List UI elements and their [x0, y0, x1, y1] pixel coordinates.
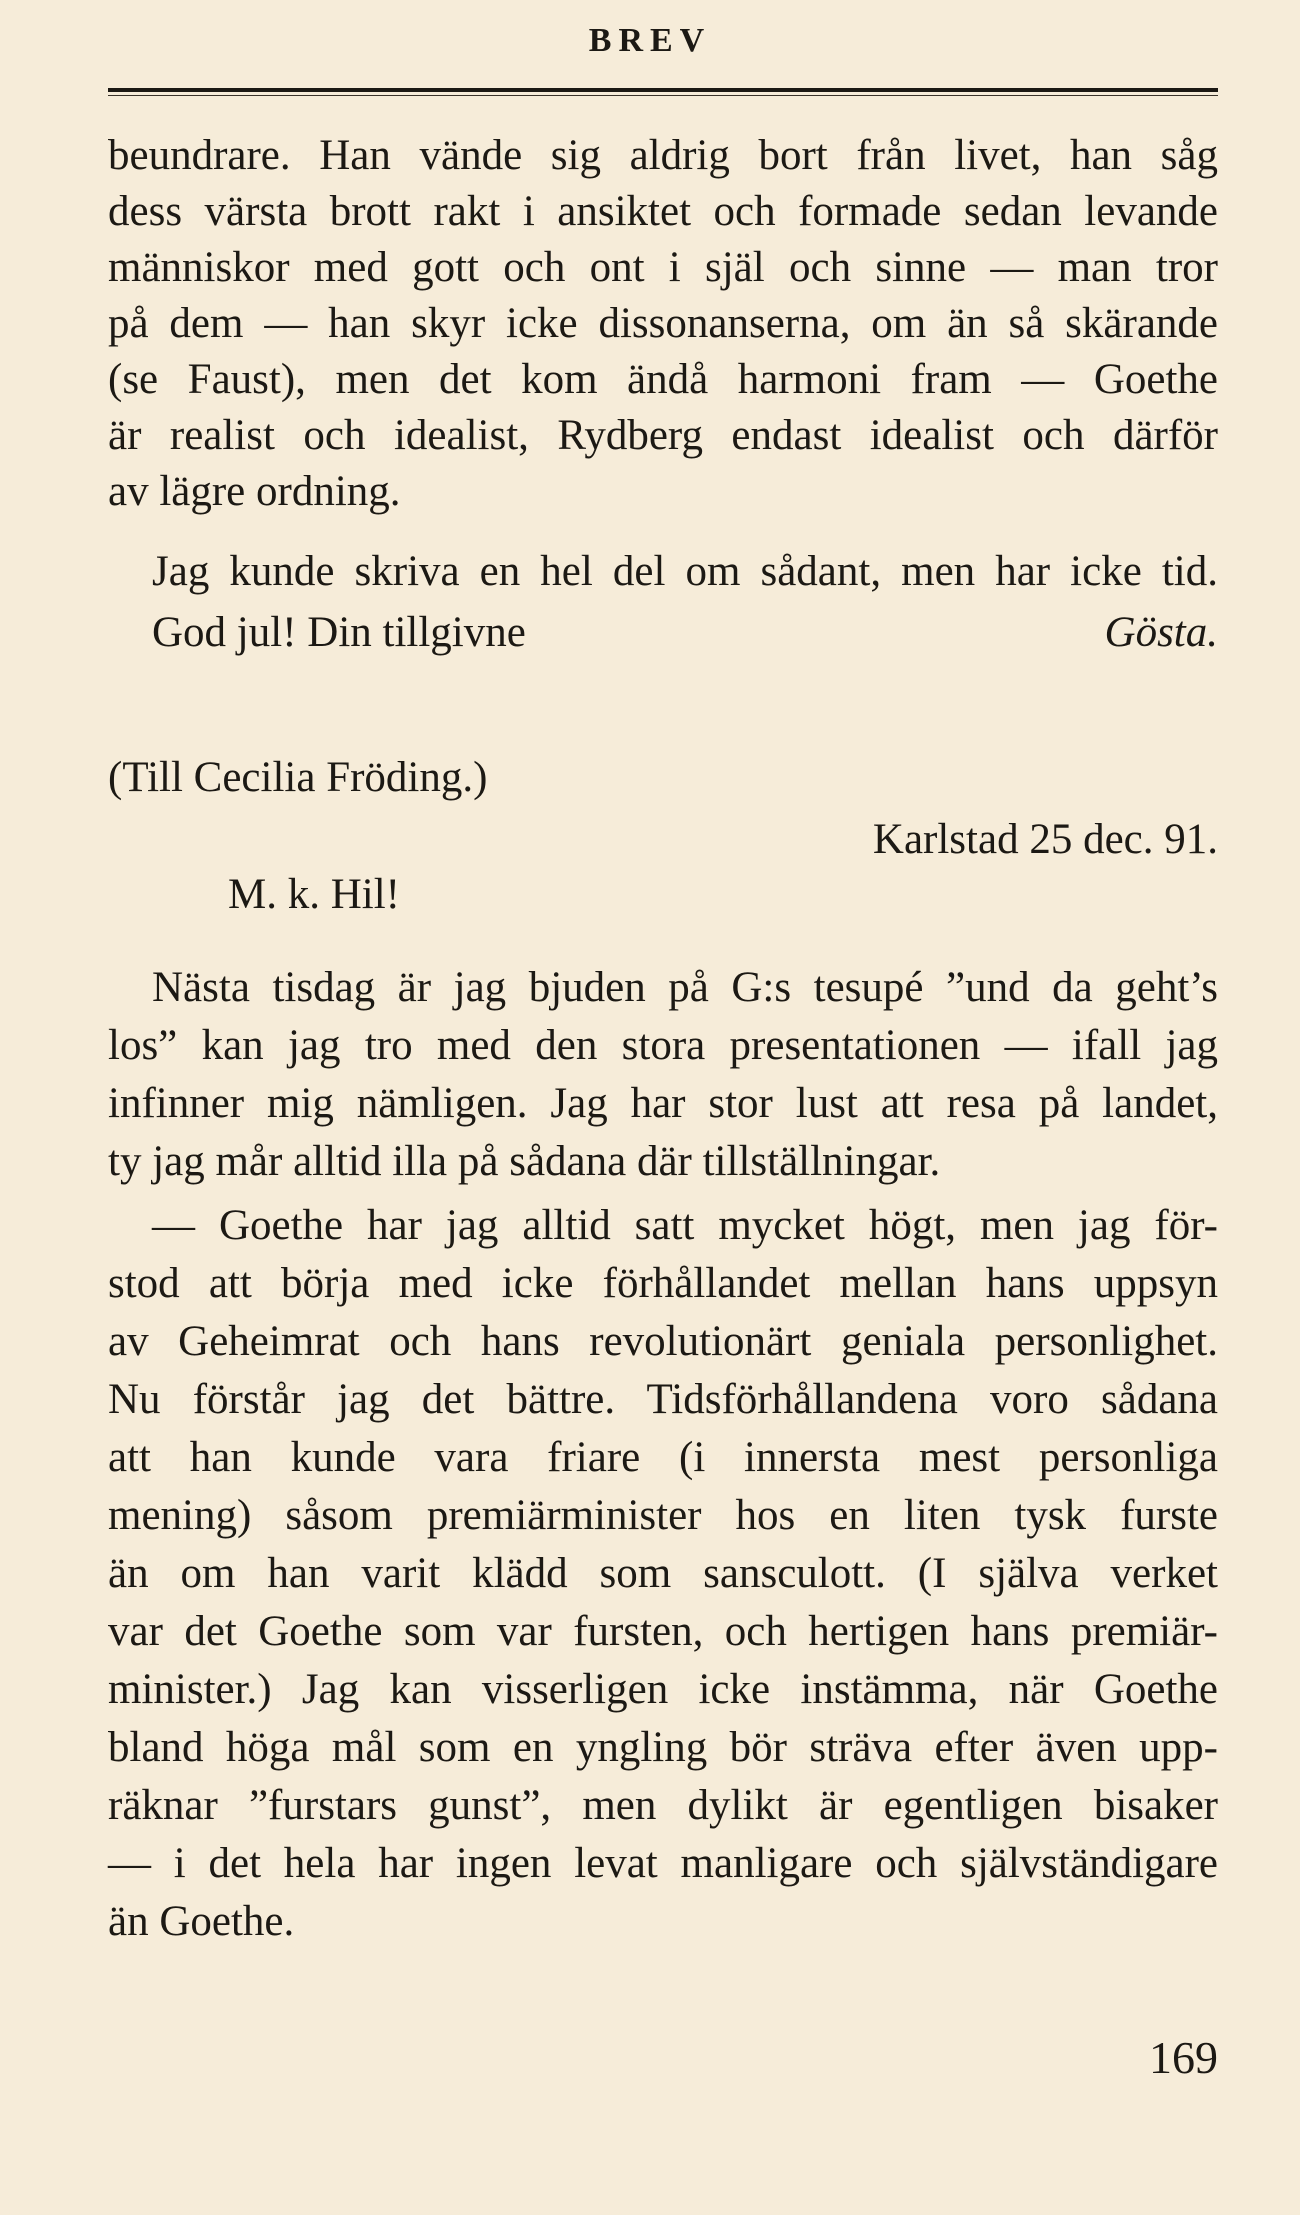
- header-rule-thin: [108, 95, 1218, 96]
- letter2-line: stod att börja med icke förhållandet mellan hans uppsyn: [108, 1260, 1218, 1307]
- letter2-line: los” kan jag tro med den stora presentationen — ifall jag: [108, 1022, 1218, 1069]
- letter1-line: dess värsta brott rakt i ansiktet och formade sedan levande: [108, 188, 1218, 235]
- letter1-line: på dem — han skyr icke dissonanserna, om än så skärande: [108, 300, 1218, 347]
- letter2-line: ty jag mår alltid illa på sådana där tillställningar.: [108, 1138, 941, 1185]
- letter2-dateline: Karlstad 25 dec. 91.: [872, 816, 1218, 863]
- letter2-salutation: M. k. Hil!: [228, 871, 400, 918]
- letter1-line: är realist och idealist, Rydberg endast idealist och därför: [108, 412, 1218, 459]
- letter2-line: än om han varit klädd som sansculott. (I själva verket: [108, 1550, 1218, 1597]
- letter2-line: minister.) Jag kan visserligen icke instämma, när Goethe: [108, 1666, 1218, 1713]
- letter1-closing: [152, 605, 1218, 661]
- letter2-line: var det Goethe som var fursten, och hertigen hans premiär-: [108, 1608, 1218, 1655]
- letter2-line: att han kunde vara friare (i innersta mest personliga: [108, 1434, 1218, 1481]
- letter1-line: beundrare. Han vände sig aldrig bort från livet, han såg: [108, 132, 1218, 179]
- letter1-line: av lägre ordning.: [108, 468, 401, 515]
- signature: Gösta.: [1104, 609, 1218, 656]
- letter1-line: Jag kunde skriva en hel del om sådant, men har icke tid.: [152, 548, 1218, 595]
- letter2-line: Nästa tisdag är jag bjuden på G:s tesupé ”und da geht’s: [152, 964, 1218, 1011]
- letter2-line: — i det hela har ingen levat manligare och självständigare: [108, 1840, 1218, 1887]
- letter1-line: (se Faust), men det kom ändå harmoni fram — Goethe: [108, 356, 1218, 403]
- letter2-line: av Geheimrat och hans revolutionärt geniala personlighet.: [108, 1318, 1218, 1365]
- running-head: BREV: [588, 22, 712, 59]
- letter2-line: mening) såsom premiärminister hos en liten tysk furste: [108, 1492, 1218, 1539]
- letter2-line: Nu förstår jag det bättre. Tidsförhållandena voro sådana: [108, 1376, 1218, 1423]
- page-number: 169: [1149, 2032, 1218, 2083]
- letter2-line: bland höga mål som en yngling bör sträva efter även upp-: [108, 1724, 1218, 1771]
- letter2-line: räknar ”furstars gunst”, men dylikt är egentligen bisaker: [108, 1782, 1218, 1829]
- header-rule: [108, 88, 1218, 92]
- letter2-heading: (Till Cecilia Fröding.): [108, 754, 488, 801]
- letter1-line: människor med gott och ont i själ och sinne — man tror: [108, 244, 1218, 291]
- letter2-line: infinner mig nämligen. Jag har stor lust att resa på landet,: [108, 1080, 1218, 1127]
- closing-text: God jul! Din tillgivne: [152, 609, 526, 656]
- letter2-line: än Goethe.: [108, 1898, 295, 1945]
- letter2-line: — Goethe har jag alltid satt mycket högt, men jag för-: [152, 1202, 1218, 1249]
